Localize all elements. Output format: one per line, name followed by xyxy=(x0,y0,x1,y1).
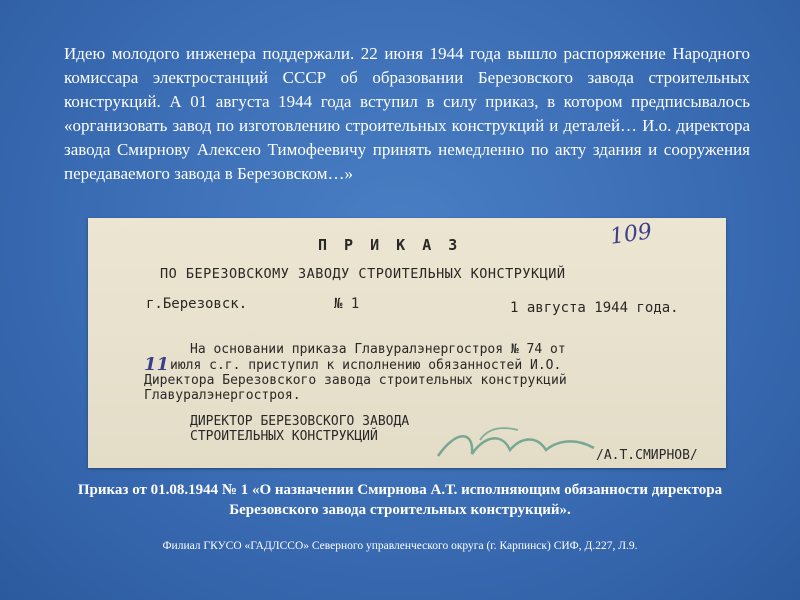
archival-document-image xyxy=(88,218,726,468)
signature-title-line-1: ДИРЕКТОР БЕРЕЗОВСКОГО ЗАВОДА xyxy=(190,414,410,429)
signature-name: /А.Т.СМИРНОВ/ xyxy=(596,448,698,463)
archive-source-reference: Филиал ГКУСО «ГАДЛССО» Северного управленческого округа (г. Карпинск) СИФ, Д.227, Л.9. xyxy=(162,540,638,552)
document-title: П Р И К А З xyxy=(318,236,462,254)
document-date: 1 августа 1944 года. xyxy=(510,300,679,316)
document-body-line-4: Главуралэнергостроя. xyxy=(144,388,301,403)
document-place: г.Березовск. xyxy=(146,296,248,312)
intro-paragraph: Идею молодого инженера поддержали. 22 июня 1944 года вышло распоряжение Народного комиссара электростанций СССР об образовании Березовского завода строительных конструкций. А 01 августа 1944 года вступил в силу приказ, в котором предписывалось «организовать завод по изготовлению строительных конструкций и деталей… И.о. директора завода Смирнову Алексею Тимофеевичу принять немедленно по акту здания и сооружения передаваемого завода в Березовском…» xyxy=(64,44,750,183)
signature-title-line-2: СТРОИТЕЛЬНЫХ КОНСТРУКЦИЙ xyxy=(190,429,378,444)
document-caption: Приказ от 01.08.1944 № 1 «О назначении Смирнова А.Т. исполняющим обязанности директора Березовского завода строительных конструкций». xyxy=(77,482,723,518)
handwritten-day: 11 xyxy=(144,354,170,375)
document-body-line-2: июля с.г. приступил к исполнению обязанностей И.О. xyxy=(170,358,562,373)
document-body-line-3: Директора Березовского завода строительных конструкций xyxy=(144,373,567,388)
document-body-line-1: На основании приказа Главуралэнергостроя № 74 от xyxy=(190,342,566,357)
handwritten-page-number: 109 xyxy=(608,219,654,250)
document-number: № 1 xyxy=(334,296,360,312)
document-subtitle: ПО БЕРЕЗОВСКОМУ ЗАВОДУ СТРОИТЕЛЬНЫХ КОНСТРУКЦИЙ xyxy=(160,266,566,282)
